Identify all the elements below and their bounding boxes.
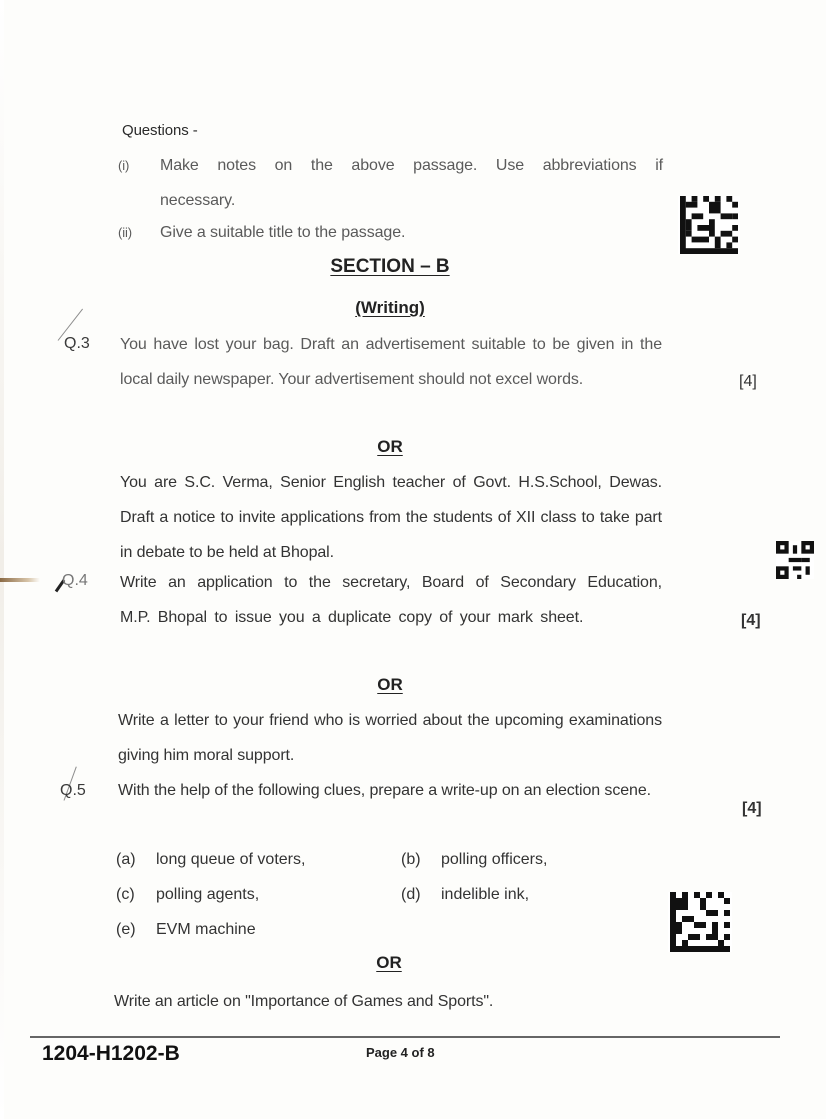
paper-code: 1204-H1202-B [42,1042,180,1065]
question-text: You have lost your bag. Draft an advertisement suitable to be given in the local daily newspaper. Your advertisement should not excel words. [120,336,662,388]
page-edge-mark [0,578,40,582]
clue-row [116,877,686,912]
question-number: Q.4 [62,572,88,589]
datamatrix-code-icon [668,892,732,952]
question-alt-text: You are S.C. Verma, Senior English teacher of Govt. H.S.School, Dewas. Draft a notice to invite applications from the students of XII class to take part in debate to be held at Bhopal. [120,474,662,561]
clue-label: (d) [401,886,421,903]
page-number: Page 4 of 8 [366,1045,435,1060]
footer-divider [30,1036,780,1038]
question-text: Write an application to the secretary, Board of Secondary Education, M.P. Bhopal to issue you a duplicate copy of your mark sheet. [120,574,662,626]
marks-badge: [4] [739,373,757,390]
marks-badge: [4] [742,800,762,817]
question-item-number: (i) [118,158,130,173]
marks-badge: [4] [741,612,761,629]
qr-code-icon [776,541,814,579]
question-item-number: (ii) [118,225,133,240]
question-alt-text: Write an article on "Importance of Games and Sports". [114,993,494,1010]
clue-label: (b) [401,851,421,868]
or-divider: OR [376,953,402,972]
clue-text: indelible ink, [441,886,530,903]
clue-text: long queue of voters, [156,851,306,868]
section-subtitle: (Writing) [355,298,425,317]
question-text: With the help of the following clues, prepare a write-up on an election scene. [118,782,651,799]
section-title: SECTION – B [330,256,450,277]
question-number: Q.3 [64,335,90,352]
clue-text: polling agents, [156,886,260,903]
clue-row [116,842,686,877]
question-alt-text: Write a letter to your friend who is worried about the upcoming examinations giving him moral support. [118,712,662,764]
question-number: Q.5 [60,782,86,799]
datamatrix-code-icon [678,196,740,254]
question-item-text: Make notes on the above passage. Use abbreviations if necessary. [160,157,663,209]
or-divider: OR [377,437,403,456]
clue-row [116,912,686,947]
page-edge [0,0,4,1119]
clue-text: polling officers, [441,851,548,868]
question-item-text: Give a suitable title to the passage. [160,224,406,241]
or-divider: OR [377,675,403,694]
clue-label: (e) [116,921,136,938]
clue-list [116,842,686,947]
clue-label: (c) [116,886,135,903]
questions-label: Questions - [122,122,198,139]
clue-label: (a) [116,851,136,868]
clue-text: EVM machine [156,921,256,938]
